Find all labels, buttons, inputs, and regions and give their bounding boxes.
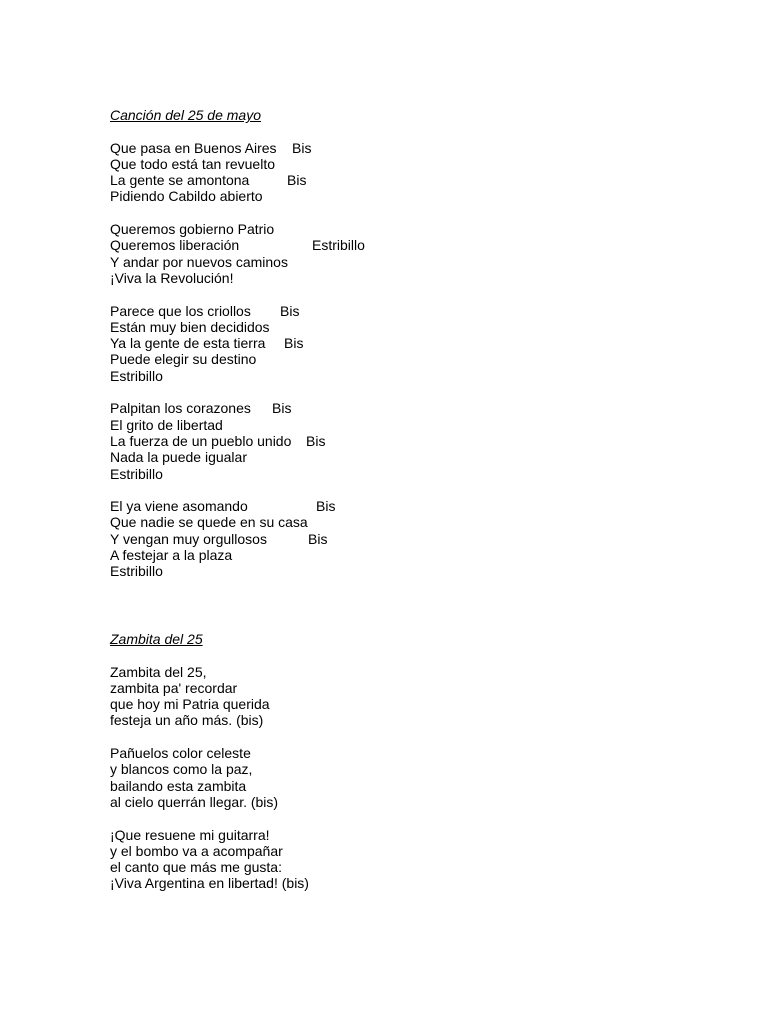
lyric-line bbox=[110, 254, 308, 270]
bis-marker: Bis bbox=[280, 302, 300, 319]
estribillo-marker: Estribillo bbox=[312, 237, 365, 254]
bis-marker: Bis bbox=[316, 498, 336, 515]
lyric-text: que hoy mi Patria querida bbox=[110, 696, 270, 713]
lyric-text: Y vengan muy orgullosos bbox=[110, 530, 267, 547]
lyric-line bbox=[110, 417, 308, 433]
lyric-line bbox=[110, 237, 365, 254]
stanza bbox=[110, 827, 309, 892]
lyric-line bbox=[110, 680, 309, 696]
lyric-text: Ya la gente de esta tierra bbox=[110, 335, 266, 352]
lyric-line bbox=[110, 351, 308, 367]
lyric-line bbox=[110, 547, 308, 563]
lyric-line bbox=[110, 270, 308, 286]
lyric-line bbox=[110, 530, 328, 547]
lyric-text: y el bombo va a acompañar bbox=[110, 842, 283, 859]
bis-marker: Bis bbox=[287, 172, 307, 189]
lyric-text: bailando esta zambita bbox=[110, 777, 247, 794]
stanza bbox=[110, 745, 309, 810]
stanza bbox=[110, 303, 308, 384]
lyric-line bbox=[110, 188, 308, 204]
lyric-text: Estribillo bbox=[110, 563, 163, 580]
lyric-text: Queremos gobierno Patrio bbox=[110, 221, 275, 238]
stanza bbox=[110, 498, 336, 580]
lyric-text: Y andar por nuevos caminos bbox=[110, 253, 288, 270]
lyric-line bbox=[110, 827, 309, 843]
lyric-line bbox=[110, 466, 308, 482]
lyric-text: ¡Viva la Revolución! bbox=[110, 269, 234, 286]
lyric-text: Pañuelos color celeste bbox=[110, 745, 251, 762]
stanza bbox=[110, 664, 309, 729]
lyric-line bbox=[110, 400, 308, 416]
lyric-text: Palpitan los corazones bbox=[110, 400, 251, 417]
lyric-text: Están muy bien decididos bbox=[110, 318, 270, 335]
lyric-text: Parece que los criollos bbox=[110, 302, 251, 319]
lyric-text: ¡Viva Argentina en libertad! (bis) bbox=[110, 875, 309, 892]
lyric-text: festeja un año más. (bis) bbox=[110, 712, 264, 729]
lyric-line bbox=[110, 712, 309, 728]
lyric-text: ¡Que resuene mi guitarra! bbox=[110, 826, 270, 843]
lyric-text: Que pasa en Buenos Aires bbox=[110, 139, 277, 156]
lyric-line bbox=[110, 664, 309, 680]
lyric-text: Pidiendo Cabildo abierto bbox=[110, 188, 263, 205]
lyric-line bbox=[110, 778, 309, 794]
song-zambita-del-25 bbox=[110, 631, 309, 908]
stanza bbox=[110, 139, 312, 205]
lyric-text: El grito de libertad bbox=[110, 416, 223, 433]
lyric-line bbox=[110, 139, 312, 156]
lyric-line bbox=[110, 843, 309, 859]
song-title: Canción del 25 de mayo bbox=[110, 107, 261, 123]
lyric-text: Que nadie se quede en su casa bbox=[110, 514, 308, 531]
lyric-text: La gente se amontona bbox=[110, 172, 250, 189]
lyric-text: A festejar a la plaza bbox=[110, 547, 233, 564]
bis-marker: Bis bbox=[272, 400, 292, 417]
lyric-line bbox=[110, 156, 308, 172]
lyric-line bbox=[110, 335, 308, 351]
song-lyrics bbox=[110, 139, 365, 580]
song-title: Zambita del 25 bbox=[110, 631, 203, 647]
lyric-line bbox=[110, 794, 309, 810]
lyric-line bbox=[110, 449, 308, 465]
lyric-line bbox=[110, 745, 309, 761]
lyric-text: Puede elegir su destino bbox=[110, 351, 257, 368]
lyric-text: y blancos como la paz, bbox=[110, 761, 253, 778]
lyric-line bbox=[110, 696, 309, 712]
lyric-line bbox=[110, 514, 308, 530]
lyric-text: al cielo querrán llegar. (bis) bbox=[110, 793, 279, 810]
bis-marker: Bis bbox=[306, 432, 326, 449]
bis-marker: Bis bbox=[308, 530, 328, 547]
lyric-text: La fuerza de un pueblo unido bbox=[110, 432, 292, 449]
lyric-line bbox=[110, 875, 309, 891]
lyric-line bbox=[110, 368, 308, 384]
song-lyrics bbox=[110, 664, 309, 892]
lyric-text: Zambita del 25, bbox=[110, 663, 207, 680]
lyric-line bbox=[110, 221, 308, 237]
lyric-line bbox=[110, 319, 308, 335]
lyric-text: zambita pa' recordar bbox=[110, 679, 238, 696]
lyric-text: El ya viene asomando bbox=[110, 498, 248, 515]
bis-marker: Bis bbox=[292, 139, 312, 156]
lyric-line bbox=[110, 761, 309, 777]
lyric-text: Estribillo bbox=[110, 465, 163, 482]
lyric-line bbox=[110, 859, 309, 875]
lyric-text: el canto que más me gusta: bbox=[110, 859, 282, 876]
lyric-line bbox=[110, 432, 326, 449]
lyric-text: Nada la puede igualar bbox=[110, 449, 247, 466]
lyric-line bbox=[110, 498, 336, 515]
lyric-text: Queremos liberación bbox=[110, 237, 240, 254]
lyric-text: Que todo está tan revuelto bbox=[110, 155, 275, 172]
stanza bbox=[110, 400, 326, 482]
stanza bbox=[110, 221, 365, 286]
lyric-line bbox=[110, 172, 308, 188]
lyric-text: Estribillo bbox=[110, 367, 163, 384]
song-cancion-25-de-mayo bbox=[110, 107, 365, 596]
lyric-line bbox=[110, 563, 308, 579]
bis-marker: Bis bbox=[284, 335, 304, 352]
lyric-line bbox=[110, 303, 308, 319]
